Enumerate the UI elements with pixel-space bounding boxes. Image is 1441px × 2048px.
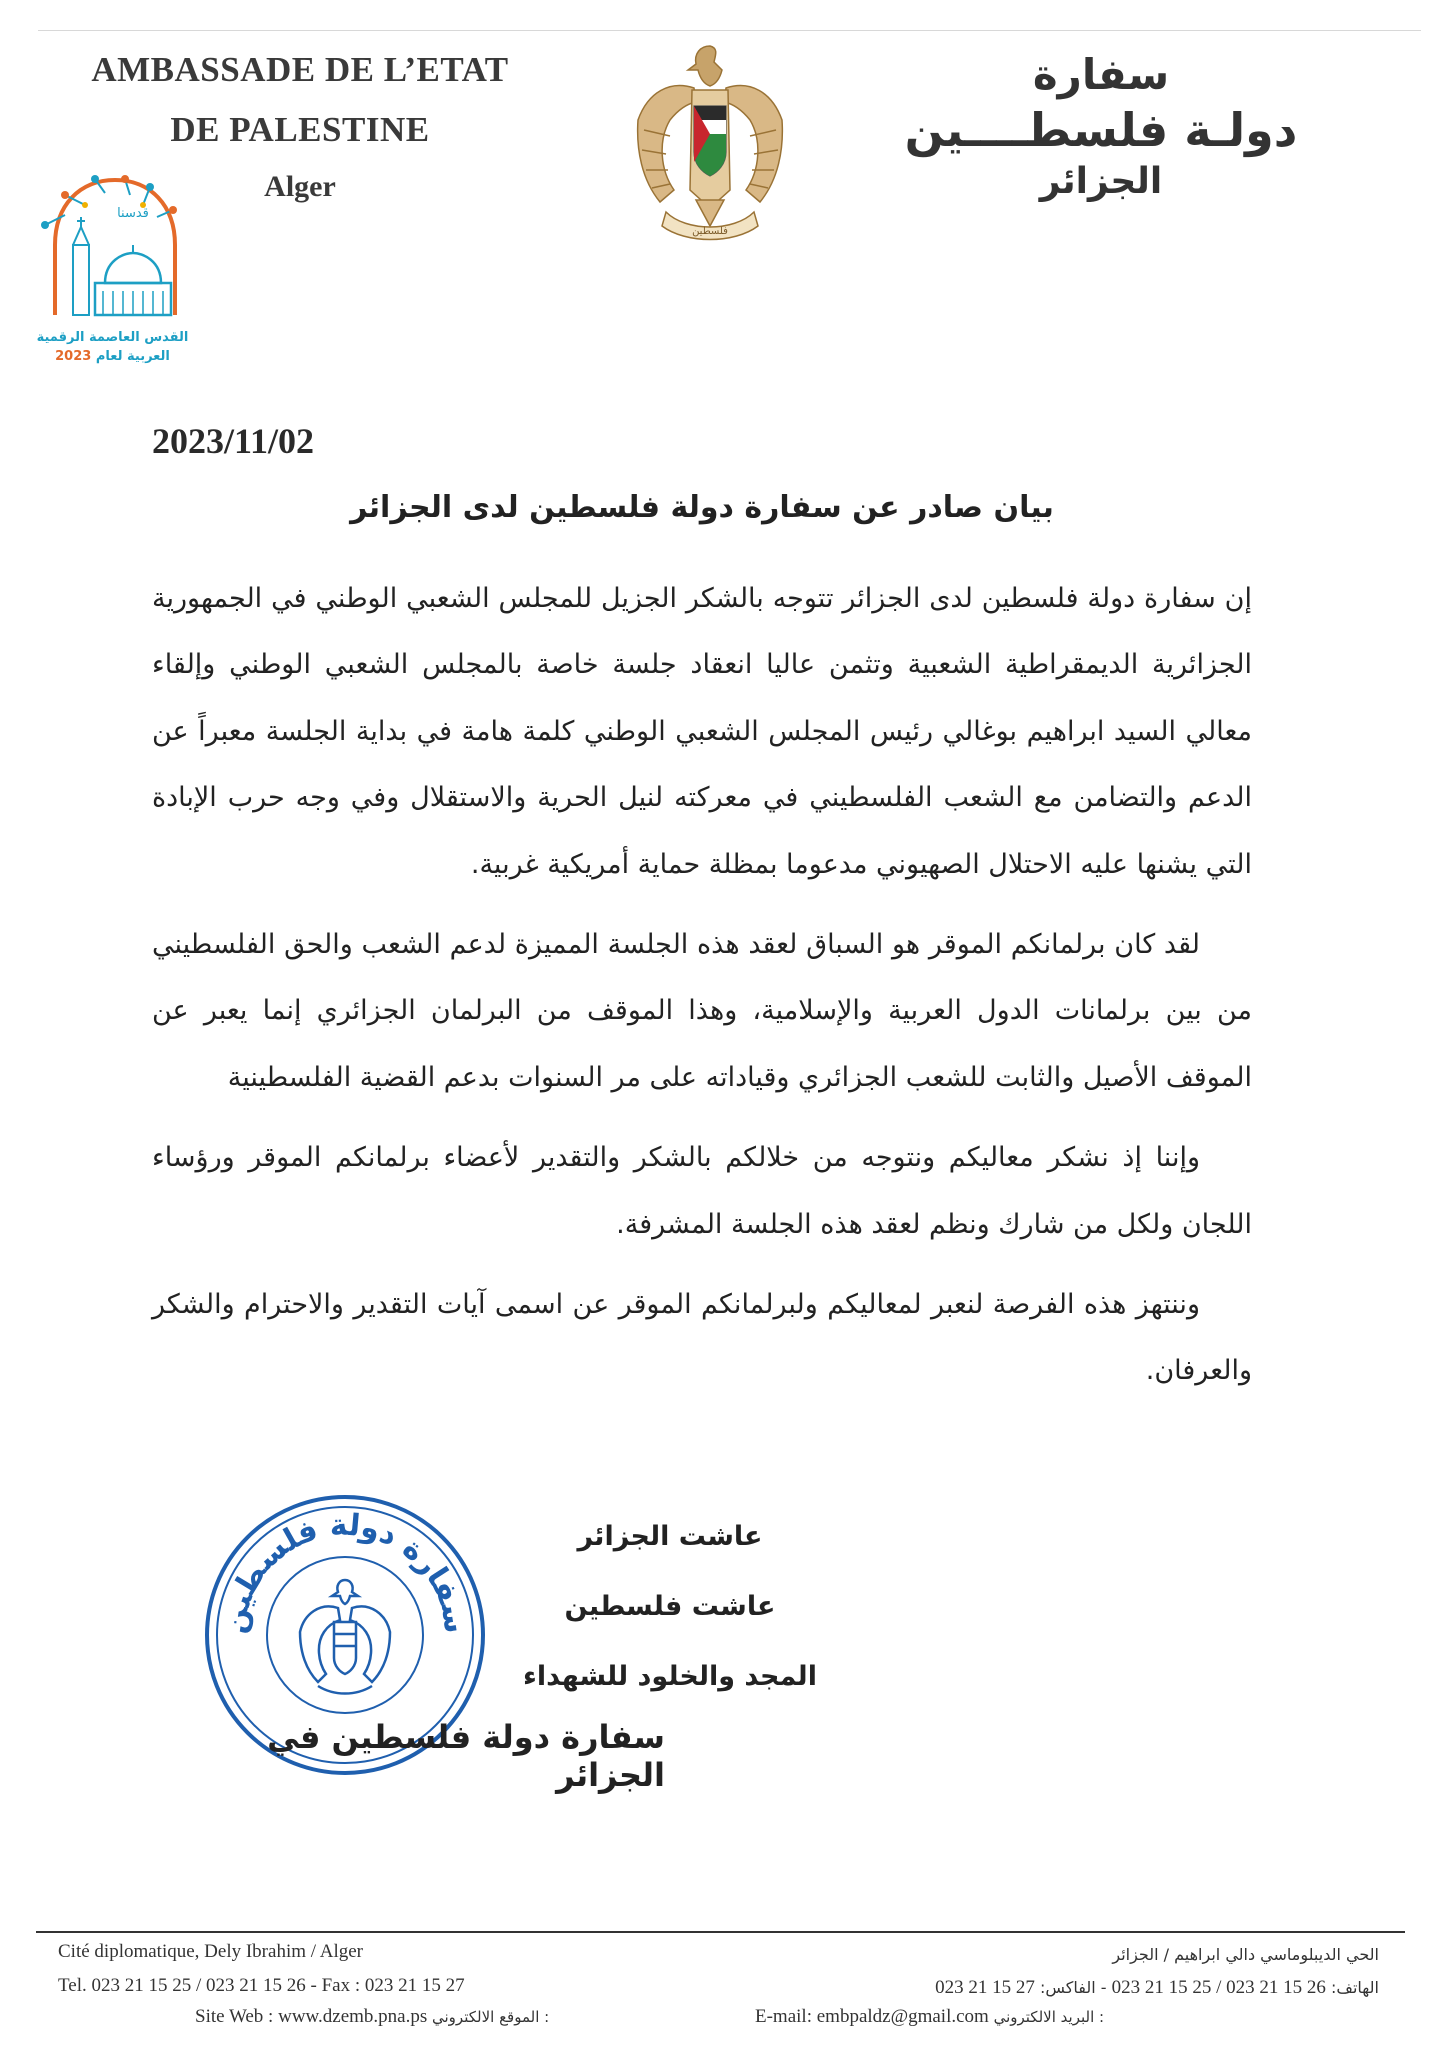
body-paragraph: إن سفارة دولة فلسطين لدى الجزائر تتوجه بالشكر الجزيل للمجلس الشعبي الوطني في الجمهورية الجزائرية الديمقراطية الشعبية وتثمن عاليا انعقاد جلسة خاصة بالمجلس الشعبي الوطني وإلقاء معالي السيد ابراهيم بوغالي رئيس المجلس الشعبي الوطني كلمة هامة في بداية الجلسة معبراً عن الدعم والتضامن مع الشعب الفلسطيني في معركته لنيل الحرية والاستقلال وفي وجه حرب الإبادة التي يشنها عليه الاحتلال الصهيوني مدعوما بمظلة حماية أمريكية غربية. xyxy=(152,583,1252,880)
footer-address-fr: Cité diplomatique, Dely Ibrahim / Alger xyxy=(58,1941,363,1962)
state-name-fr: DE PALESTINE xyxy=(170,110,430,149)
phone-numbers: 023 21 15 25 / 023 21 15 26 xyxy=(1111,1977,1326,1998)
embassy-name-fr: AMBASSADE DE L’ETAT xyxy=(91,50,509,89)
website-label-ar: : الموقع الالكتروني xyxy=(432,2008,550,2026)
jerusalem-dome-icon xyxy=(25,165,200,330)
stamp-text xyxy=(217,1508,472,1636)
emblem-label: فلسطين xyxy=(692,226,728,237)
stamp-eagle-icon xyxy=(300,1580,390,1694)
letter-date: 2023/11/02 xyxy=(152,421,315,461)
stamp-text-path: سفارة دولة فلسطين xyxy=(217,1507,473,1636)
closing-line: المجد والخلود للشهداء xyxy=(523,1661,817,1692)
logo-year: 2023 xyxy=(55,349,92,364)
email-label-ar: : البريد الالكتروني xyxy=(993,2008,1105,2026)
jerusalem-digital-capital-logo xyxy=(25,165,200,370)
website-link[interactable]: www.dzemb.pna.ps xyxy=(278,2006,428,2027)
state-name-ar: دولـة فلسطــــين xyxy=(904,103,1298,157)
email-label: E-mail: xyxy=(755,2006,812,2027)
footer-divider xyxy=(36,1931,1405,1933)
footer-phone-ar xyxy=(935,1977,1379,1999)
logo-caption-line2 xyxy=(25,349,200,364)
footer-address-ar: الحي الديبلوماسي دالي ابراهيم / الجزائر xyxy=(1112,1945,1379,1964)
footer-email xyxy=(755,2006,1104,2028)
logo-caption-line1: القدس العاصمة الرقمية xyxy=(36,330,189,345)
letter-title: بيان صادر عن سفارة دولة فلسطين لدى الجزائر xyxy=(350,490,1054,525)
top-border-line xyxy=(38,30,1421,31)
letter-body xyxy=(152,566,1252,1405)
logo-caption-arabic: العربية لعام xyxy=(95,349,170,364)
body-paragraph: وننتهز هذه الفرصة لنعبر لمعاليكم ولبرلمانكم الموقر عن اسمى آيات التقدير والاحترام والشكر والعرفان. xyxy=(152,1289,1252,1387)
palestine-eagle-emblem-icon xyxy=(630,40,790,245)
footer-phone-fr: Tel. 023 21 15 25 / 023 21 15 26 - Fax : 023 21 15 27 xyxy=(58,1975,465,1996)
phone-label-ar: الهاتف: xyxy=(1331,1978,1379,1997)
fax-number: 023 21 15 27 xyxy=(935,1977,1035,1998)
body-paragraph: وإننا إذ نشكر معاليكم ونتوجه من خلالكم بالشكر والتقدير لأعضاء برلمانكم الموقر ورؤساء اللجان ولكل من شارك ونظم لعقد هذه الجلسة المشرفة. xyxy=(152,1142,1252,1240)
website-label: Site Web : xyxy=(195,2006,274,2027)
fax-label-ar: - الفاكس: xyxy=(1039,1978,1107,1997)
arabic-letterhead xyxy=(886,50,1316,202)
body-paragraph: لقد كان برلمانكم الموقر هو السباق لعقد هذه الجلسة المميزة لدعم الشعب والحق الفلسطيني من بين برلمانات الدول العربية والإسلامية، وهذا الموقف من البرلمان الجزائري إنما يعبر عن الموقف الأصيل والثابت للشعب الجزائري وقياداته على مر السنوات بدعم القضية الفلسطينية xyxy=(152,929,1252,1093)
letter-closing xyxy=(500,1502,840,1712)
signature-line: سفارة دولة فلسطين في الجزائر xyxy=(267,1718,665,1794)
city-ar: الجزائر xyxy=(1039,161,1163,202)
footer-website xyxy=(195,2006,549,2028)
embassy-name-ar: سفارة xyxy=(1032,50,1170,99)
city-fr: Alger xyxy=(264,170,336,203)
closing-line: عاشت الجزائر xyxy=(577,1521,763,1552)
logo-caption-top: قدسنا xyxy=(117,206,149,221)
closing-line: عاشت فلسطين xyxy=(564,1591,776,1622)
email-link[interactable]: embpaldz@gmail.com xyxy=(816,2006,989,2027)
